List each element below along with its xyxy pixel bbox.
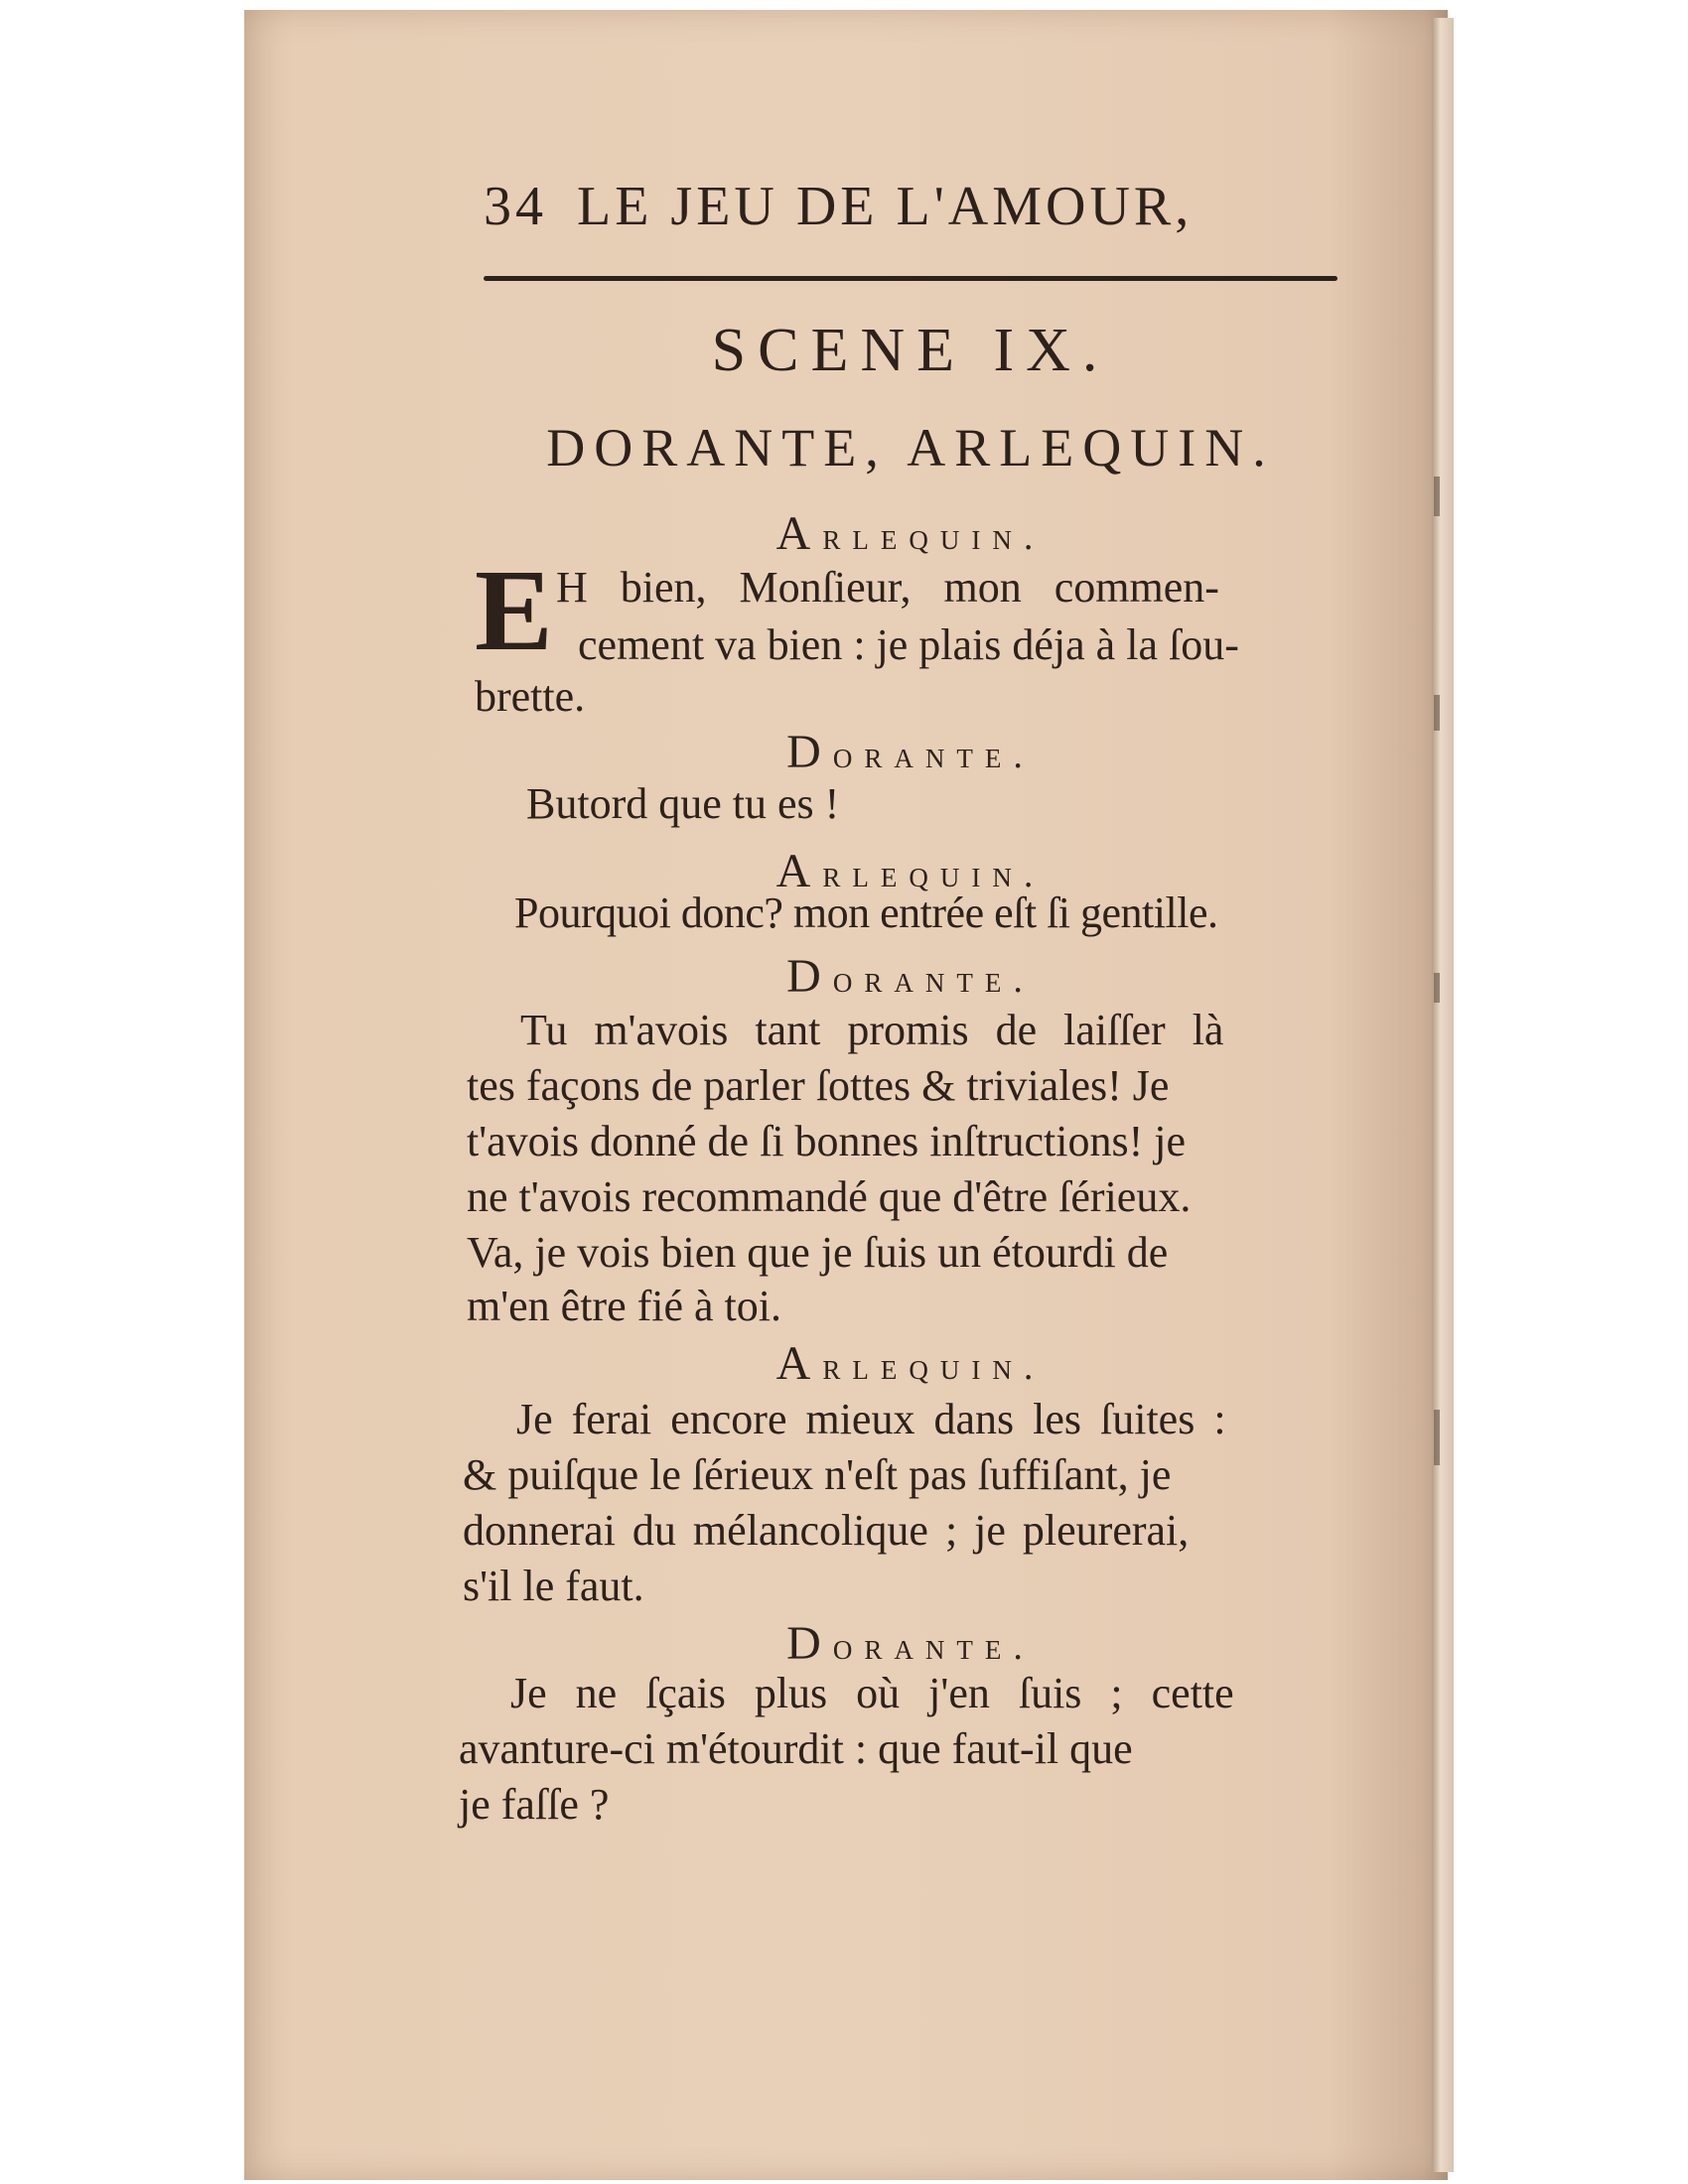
speaker-label: Dorante. — [786, 950, 1035, 1003]
scene-title: SCENE IX. — [711, 317, 1110, 384]
text-line: cement va bien : je plais déja à la ſou- — [578, 620, 1239, 669]
bleed-mark — [1434, 973, 1440, 1003]
text-line: ne t'avois recommandé que d'être ſérieux. — [467, 1172, 1192, 1221]
speaker-label: Dorante. — [786, 1617, 1035, 1670]
text-line: Je ferai encore mieux dans les ſuites : — [516, 1395, 1226, 1443]
text-line: Pourquoi donc? mon entrée eſt ſi gentille. — [514, 888, 1218, 937]
speaker-label: Arlequin. — [775, 507, 1046, 560]
page-edge — [1432, 18, 1454, 2172]
speaker-label: Dorante. — [786, 726, 1035, 778]
running-title: LE JEU DE L'AMOUR, — [577, 176, 1194, 237]
text-line: m'en être fié à toi. — [467, 1282, 782, 1330]
text-line: s'il le faut. — [463, 1562, 644, 1610]
text-line: tes façons de parler ſottes & triviales! Je — [467, 1061, 1170, 1110]
bleed-mark — [1434, 477, 1440, 516]
bleed-mark — [1434, 1410, 1440, 1465]
running-header — [484, 175, 1337, 238]
text-line: Je ne ſçais plus où j'en ſuis ; cette — [510, 1669, 1234, 1717]
page-number: 34 — [484, 176, 547, 237]
drop-cap: E — [475, 545, 553, 675]
speaker-label: Arlequin. — [775, 845, 1046, 897]
text-line: Tu m'avois tant promis de laiſſer là — [520, 1006, 1224, 1054]
text-line: donnerai du mélancolique ; je pleurerai, — [463, 1506, 1190, 1555]
text-line: je faſſe ? — [459, 1780, 610, 1829]
scene-characters: DORANTE, ARLEQUIN. — [546, 418, 1275, 478]
text-line: Va, je vois bien que je ſuis un étourdi de — [467, 1228, 1169, 1277]
text-line: & puiſque le ſérieux n'eſt pas ſuffiſant, je — [463, 1450, 1172, 1499]
text-line: brette. — [475, 672, 586, 721]
text-line: Butord que tu es ! — [526, 779, 840, 828]
bleed-mark — [1434, 695, 1440, 731]
header-rule — [484, 276, 1337, 281]
speaker-label: Arlequin. — [775, 1337, 1046, 1390]
text-line: avanture-ci m'étourdit : que faut-il que — [459, 1724, 1133, 1773]
text-line: t'avois donné de ſi bonnes inſtructions! je — [467, 1117, 1187, 1165]
text-line: H bien, Monſieur, mon commen- — [556, 563, 1219, 612]
